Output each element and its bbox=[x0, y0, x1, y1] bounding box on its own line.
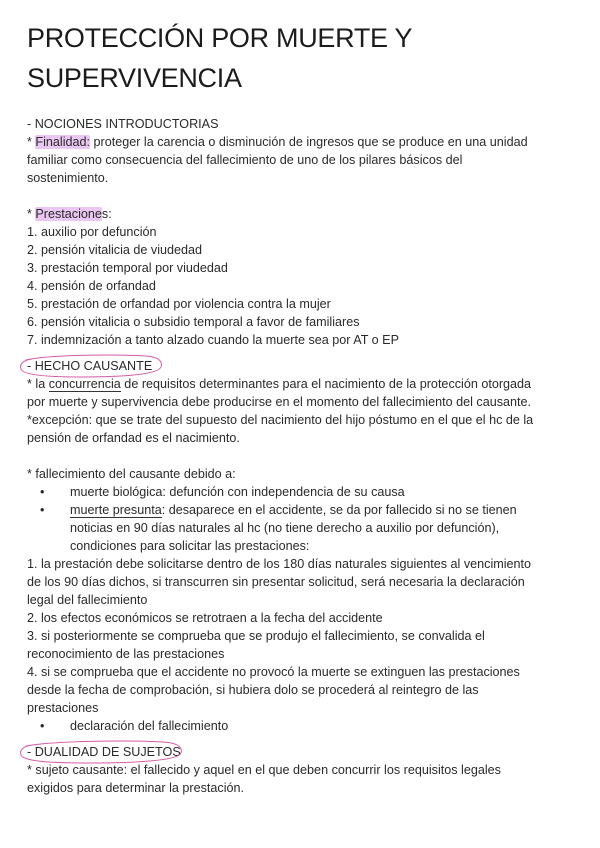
prestaciones-suffix: s: bbox=[101, 207, 112, 221]
dualidad-line-1: * sujeto causante: el fallecido y aquel en el que deben concurrir los requisitos legales bbox=[27, 763, 501, 777]
prestacion-item: 5. prestación de orfandad por violencia contra la mujer bbox=[27, 297, 331, 311]
hecho-heading-text: - HECHO CAUSANTE bbox=[27, 359, 153, 373]
bullet-text: declaración del fallecimiento bbox=[70, 719, 229, 733]
finalidad-line-2: familiar como consecuencia del fallecimiento de uno de los pilares básicos del bbox=[27, 153, 463, 167]
condicion-2: 2. los efectos económicos se retrotraen a la fecha del accidente bbox=[27, 611, 383, 625]
document-body bbox=[27, 115, 577, 797]
title-line-2: SUPERVIVENCIA bbox=[27, 63, 242, 93]
finalidad-prefix: * bbox=[27, 135, 36, 149]
finalidad-line-3: sostenimiento. bbox=[27, 171, 109, 185]
dualidad-heading-text: - DUALIDAD DE SUJETOS bbox=[27, 745, 181, 759]
condicion-1-line-3: legal del fallecimiento bbox=[27, 593, 148, 607]
section-heading-hecho bbox=[27, 357, 577, 375]
prestacion-item: 6. pensión vitalicia o subsidio temporal a favor de familiares bbox=[27, 315, 360, 329]
prestaciones-prefix: * bbox=[27, 207, 36, 221]
document-title bbox=[27, 18, 587, 98]
prestaciones-highlight: Prestacione bbox=[35, 207, 102, 221]
prestacion-item: 3. prestación temporal por viudedad bbox=[27, 261, 228, 275]
spacer bbox=[27, 447, 577, 465]
condicion-4-line-2: desde la fecha de comprobación, si hubiera dolo se procederá al reintegro de las bbox=[27, 683, 479, 697]
condicion-4-line-3: prestaciones bbox=[27, 701, 99, 715]
hecho-p2-line-1: *excepción: que se trate del supuesto del nacimiento del hijo póstumo en el que el hc de la bbox=[27, 413, 534, 427]
bullet-item bbox=[27, 501, 577, 519]
hecho-p1-line-1 bbox=[27, 375, 577, 393]
muerte-presunta-underlined: muerte presunta bbox=[70, 503, 162, 517]
bullet-item bbox=[27, 483, 577, 501]
bullet-item bbox=[27, 717, 577, 735]
bullet-dot-icon: • bbox=[40, 485, 45, 499]
bullet-dot-icon: • bbox=[40, 503, 45, 517]
condicion-3-line-1: 3. si posteriormente se comprueba que se produjo el fallecimiento, se convalida el bbox=[27, 629, 485, 643]
hecho-circled-heading bbox=[27, 357, 152, 375]
condicion-4-line-1: 4. si se comprueba que el accidente no provocó la muerte se extinguen las prestaciones bbox=[27, 665, 520, 679]
fallecimiento-intro: * fallecimiento del causante debido a: bbox=[27, 467, 236, 481]
hecho-p1-a: * la bbox=[27, 377, 49, 391]
dualidad-line-2: exigidos para determinar la prestación. bbox=[27, 781, 245, 795]
title-line-1: PROTECCIÓN POR MUERTE Y bbox=[27, 23, 413, 53]
spacer bbox=[27, 187, 577, 205]
bullet-continuation: noticias en 90 días naturales al hc (no tiene derecho a auxilio por defunción), bbox=[70, 521, 500, 535]
prestacion-item: 4. pensión de orfandad bbox=[27, 279, 156, 293]
hecho-p2-line-2: pensión de orfandad es el nacimiento. bbox=[27, 431, 240, 445]
hecho-p1-b: de requisitos determinantes para el nacimiento de la protección otorgada bbox=[120, 377, 532, 391]
prestaciones-heading bbox=[27, 205, 577, 223]
section-heading-dualidad bbox=[27, 743, 577, 761]
condicion-1-line-1: 1. la prestación debe solicitarse dentro de los 180 días naturales siguientes al vencimiento bbox=[27, 557, 532, 571]
condicion-3-line-2: reconocimiento de las prestaciones bbox=[27, 647, 225, 661]
hecho-p1-line-2: por muerte y supervivencia debe producirse en el momento del fallecimiento del causante. bbox=[27, 395, 532, 409]
finalidad-highlight: Finalidad: bbox=[35, 135, 91, 149]
finalidad-text-1: proteger la carencia o disminución de ingresos que se produce en una unidad bbox=[90, 135, 528, 149]
prestacion-item: 1. auxilio por defunción bbox=[27, 225, 157, 239]
dualidad-circled-heading bbox=[27, 743, 181, 761]
prestacion-item: 2. pensión vitalicia de viudedad bbox=[27, 243, 203, 257]
bullet-continuation: condiciones para solicitar las prestaciones: bbox=[70, 539, 310, 553]
bullet-text: muerte biológica: defunción con independencia de su causa bbox=[70, 485, 405, 499]
prestacion-item: 7. indemnización a tanto alzado cuando la muerte sea por AT o EP bbox=[27, 333, 399, 347]
concurrencia-underlined: concurrencia bbox=[48, 377, 121, 391]
bullet-text: : desaparece en el accidente, se da por fallecido si no se tienen bbox=[161, 503, 517, 517]
condicion-1-line-2: de los 90 días dichos, si transcurren sin presentar solicitud, será necesaria la declaración bbox=[27, 575, 525, 589]
finalidad-line-1 bbox=[27, 133, 577, 151]
section-heading-nociones: - NOCIONES INTRODUCTORIAS bbox=[27, 117, 219, 131]
bullet-dot-icon: • bbox=[40, 719, 45, 733]
